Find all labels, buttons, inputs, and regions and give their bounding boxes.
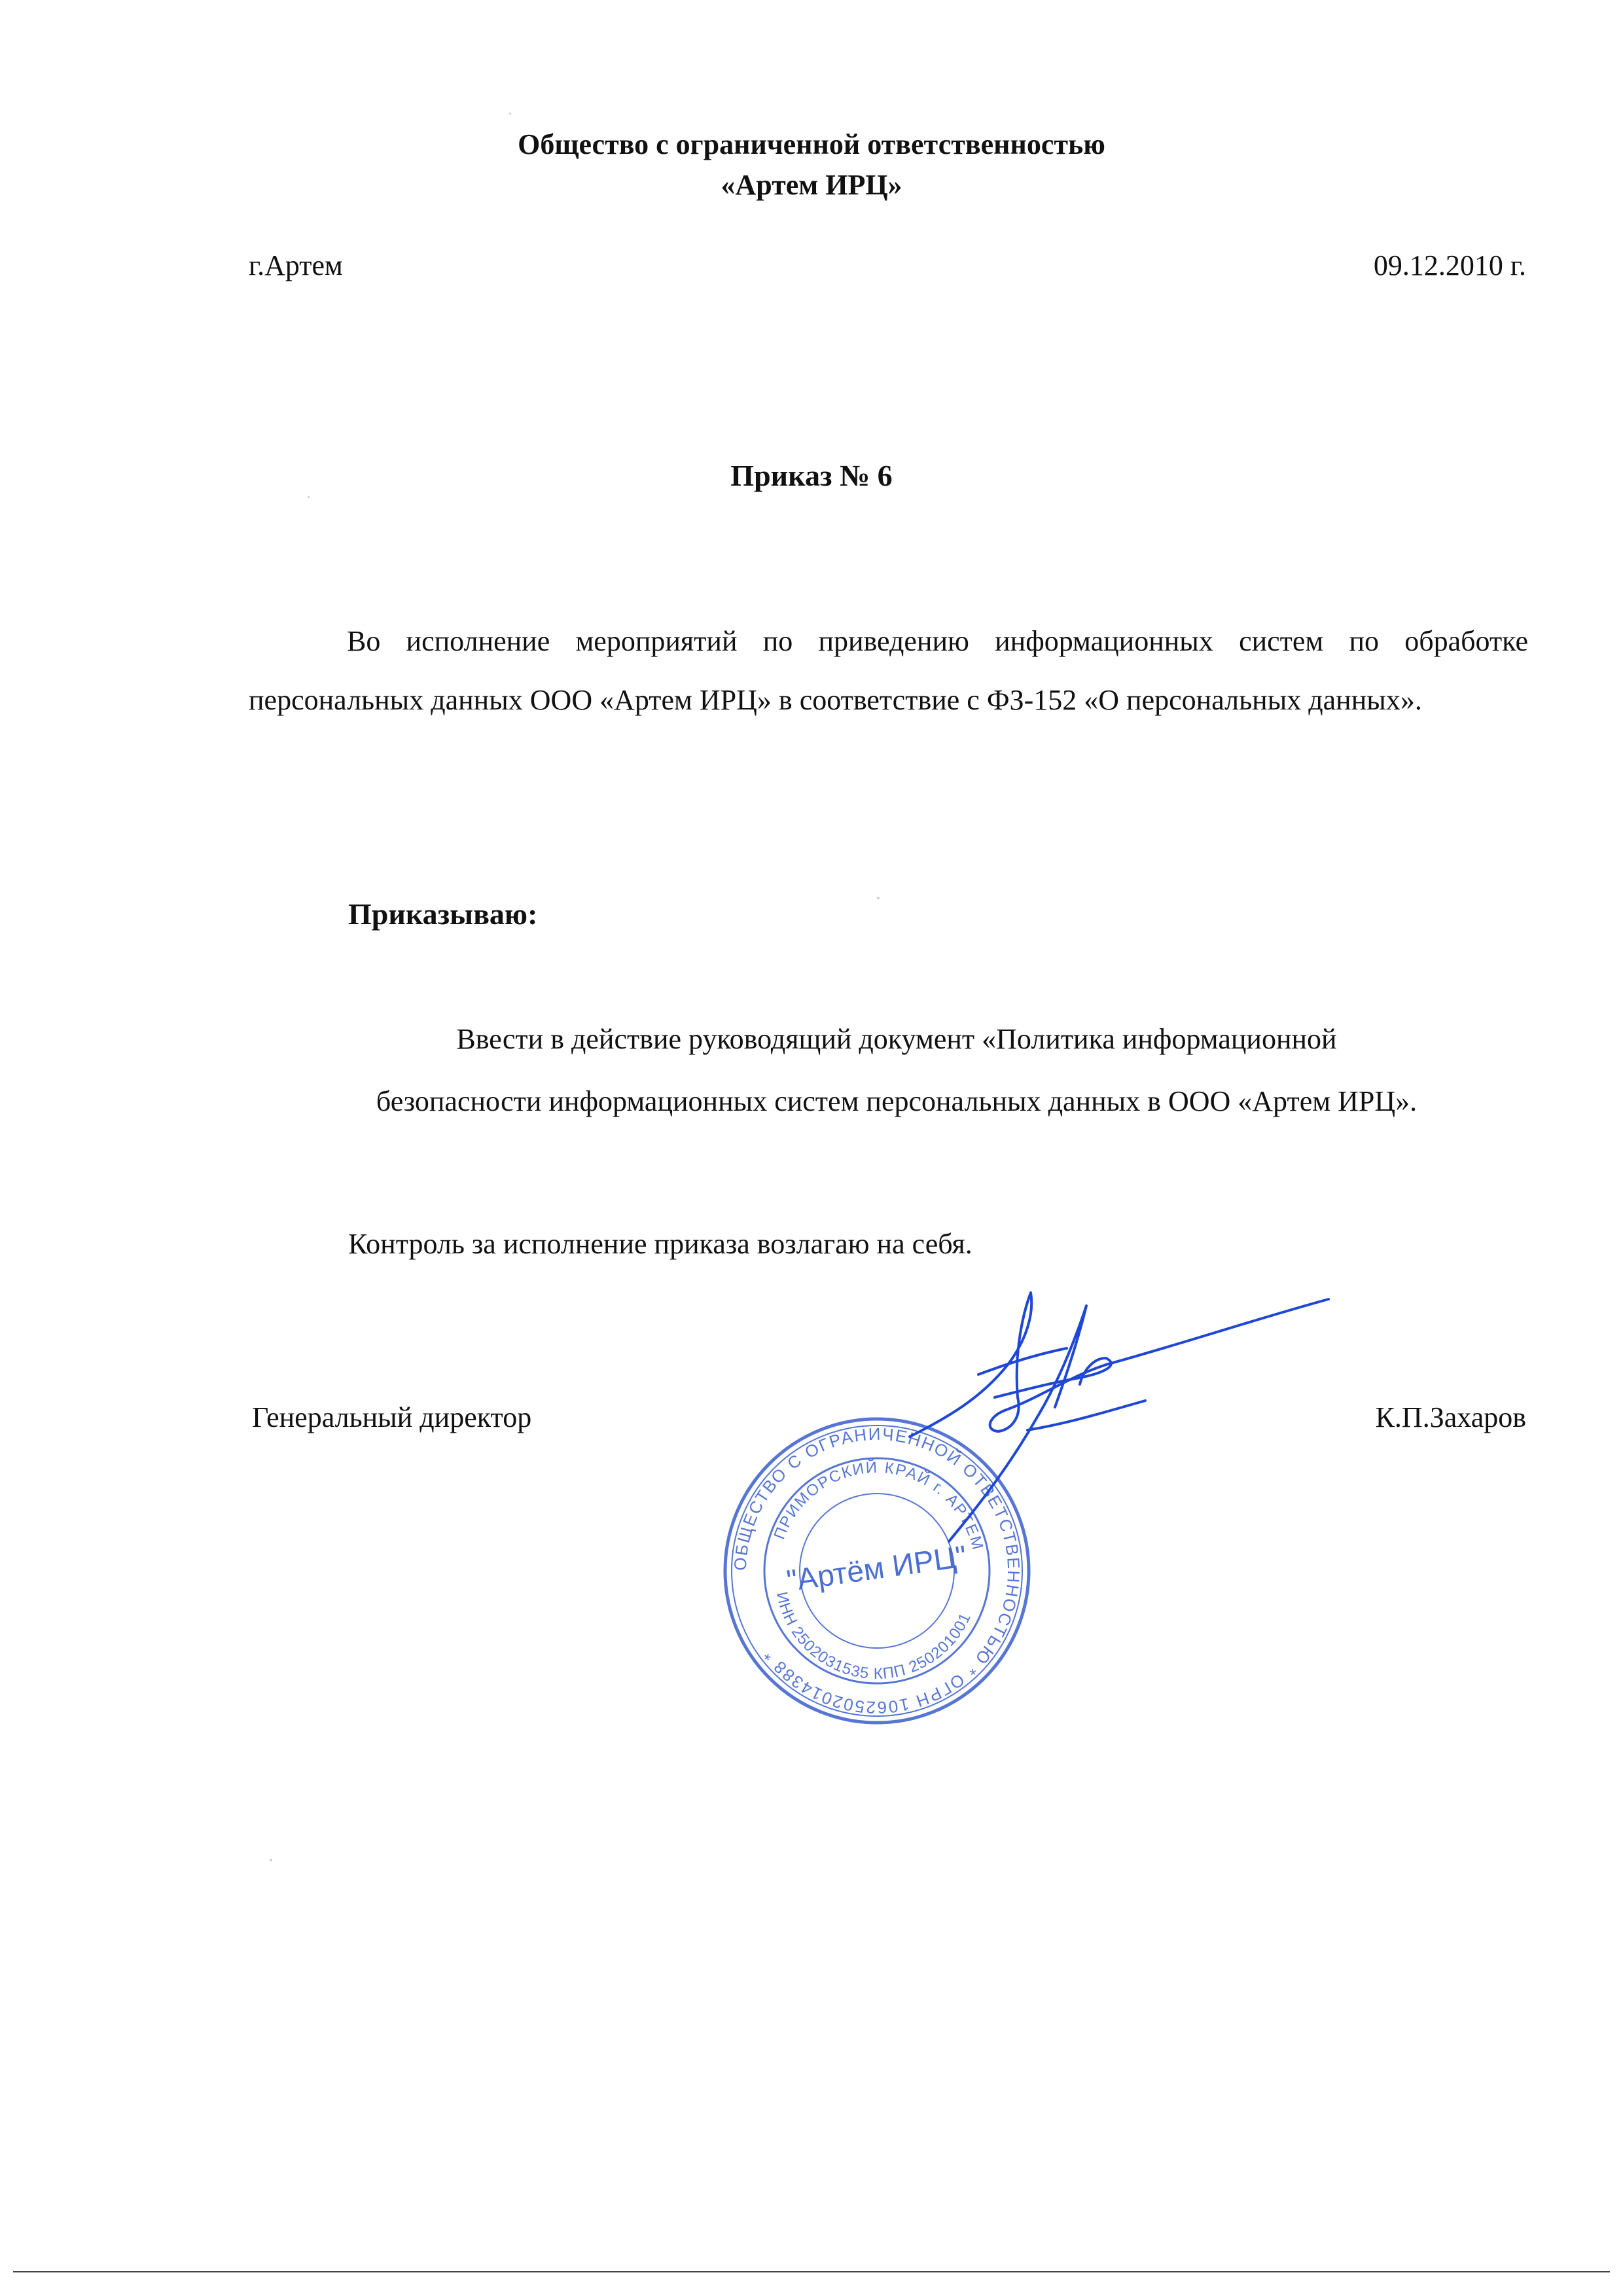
signatory-name: К.П.Захаров — [1375, 1401, 1526, 1433]
order-item — [275, 1008, 1518, 1132]
order-preamble: Во исполнение мероприятий по приведению информационных систем по обработке персональных данных ООО «Артем ИРЦ» в соответствие с ФЗ-152 «О персональных данных». — [249, 625, 1528, 716]
order-item-line2: безопасности информационных систем персональных данных в ООО «Артем ИРЦ». — [376, 1085, 1418, 1117]
organization-name-line2: «Артем ИРЦ» — [721, 169, 902, 201]
stamp-lower-text: ИНН 2502031535 КПП 250201001 — [772, 1590, 975, 1683]
stamp-center-text: "Артём ИРЦ" — [784, 1539, 969, 1598]
document-date: 09.12.2010 г. — [1373, 249, 1526, 281]
control-clause: Контроль за исполнение приказа возлагаю на себя. — [348, 1228, 972, 1260]
scan-speck — [308, 496, 310, 498]
order-title: Приказ № 6 — [730, 459, 893, 492]
stamp-outer-text: ОБЩЕСТВО С ОГРАНИЧЕННОЙ ОТВЕТСТВЕННОСТЬЮ * ОГРН 1062502014388 * — [730, 1424, 1024, 1718]
city-label: г.Артем — [249, 249, 343, 281]
organization-header — [0, 124, 1623, 206]
page-bottom-rule — [13, 2271, 1610, 2272]
signatory-title: Генеральный директор — [252, 1401, 532, 1433]
organization-name-line1: Общество с ограниченной ответственностью — [518, 128, 1105, 160]
scan-speck — [270, 1859, 272, 1861]
handwritten-signature — [870, 1266, 1342, 1574]
stamp-inner-text: ПРИМОРСКИЙ КРАЙ г. АРТЕМ — [770, 1458, 987, 1553]
order-item-line1: Ввести в действие руководящий документ «Политика информационной — [456, 1023, 1337, 1055]
order-directive-heading: Приказываю: — [348, 897, 538, 931]
scan-speck — [509, 113, 511, 115]
signature-stroke-main — [910, 1293, 1329, 1437]
signature-stroke-cross — [978, 1348, 1067, 1374]
scan-speck — [877, 897, 880, 899]
